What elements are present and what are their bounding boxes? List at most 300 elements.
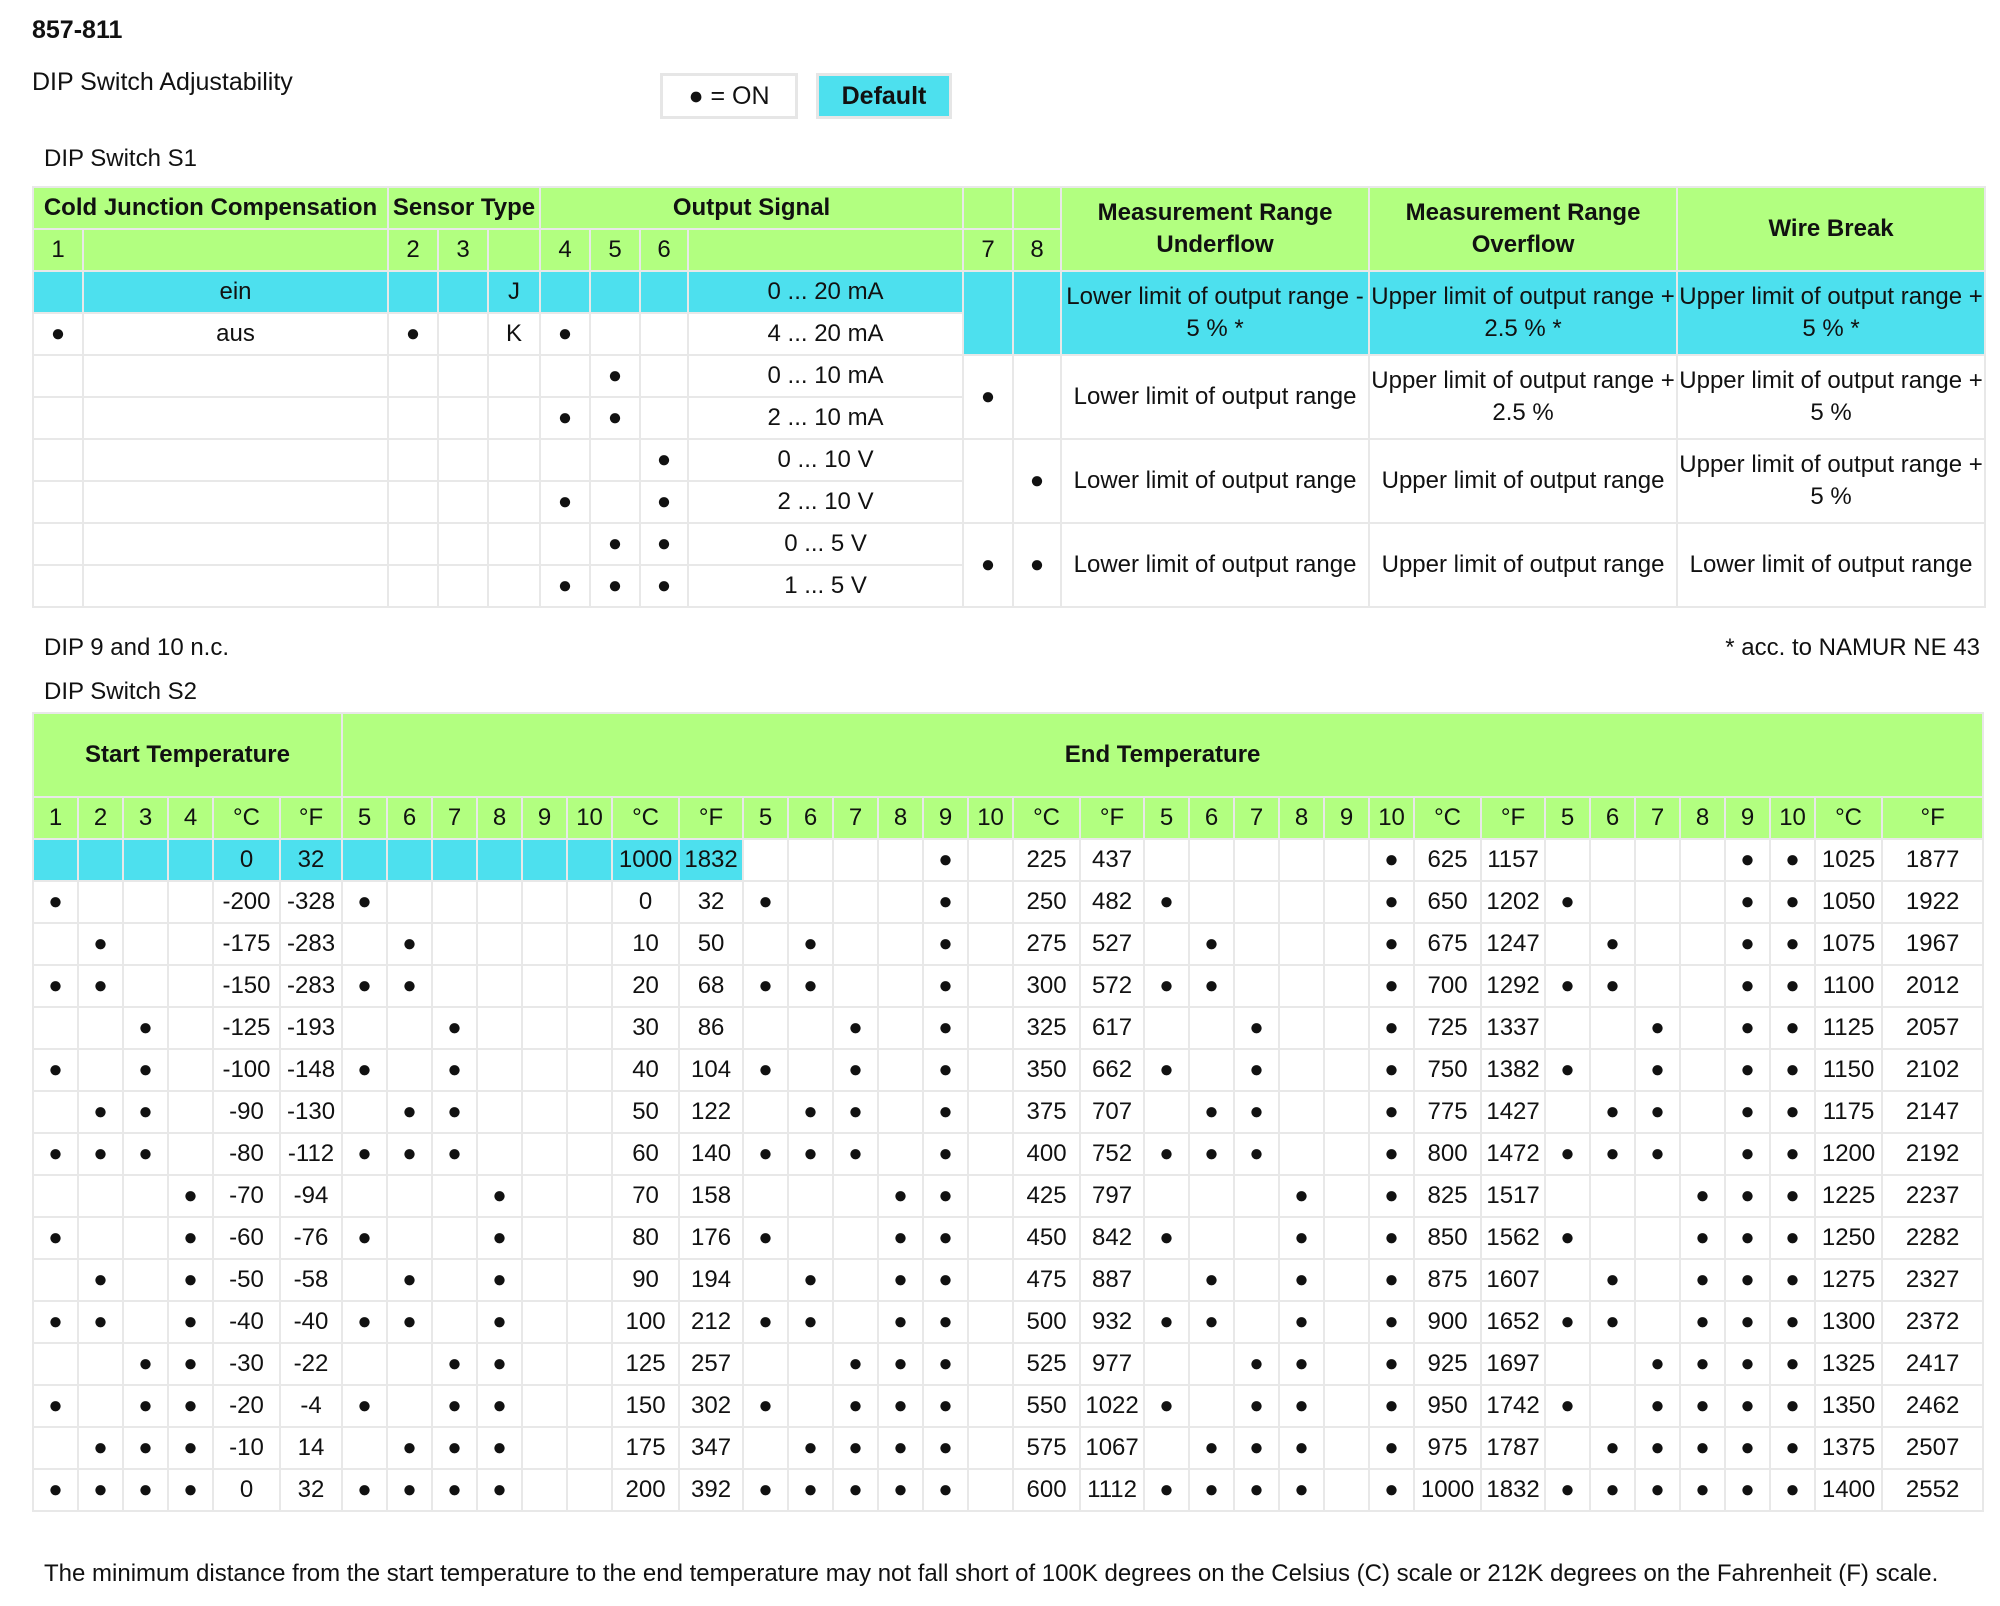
s2-end-bit: ● — [1770, 1427, 1815, 1469]
s2-end-bit — [1234, 1175, 1279, 1217]
s2-end-bit: ● — [1369, 1133, 1414, 1175]
s2-end-bit: ● — [477, 1217, 522, 1259]
s2-end-celsius: 1000 — [612, 839, 679, 881]
s2-end-bit — [1680, 1007, 1725, 1049]
s2-end-col: °C — [1013, 797, 1080, 839]
s1-cell-overflow: Upper limit of output range + 2.5 % — [1369, 355, 1677, 439]
s2-start-bit — [168, 965, 213, 1007]
s2-end-bit: ● — [1279, 1301, 1324, 1343]
s1-cell-c6 — [640, 313, 688, 355]
s2-end-bit — [833, 1175, 878, 1217]
s1-cell-sensor — [488, 481, 540, 523]
s2-start-celsius: -70 — [213, 1175, 280, 1217]
s2-start-bit: ● — [123, 1091, 168, 1133]
s2-end-bit: ● — [1590, 1091, 1635, 1133]
s2-end-bit: ● — [1144, 965, 1189, 1007]
s2-end-bit — [567, 1091, 612, 1133]
s2-end-bit: ● — [1279, 1343, 1324, 1385]
s2-end-bit: ● — [1680, 1301, 1725, 1343]
s2-end-bit: ● — [432, 1133, 477, 1175]
s2-end-bit — [567, 1175, 612, 1217]
s2-end-bit: ● — [1234, 1469, 1279, 1511]
s2-end-bit — [788, 1217, 833, 1259]
s2-end-bit — [968, 1175, 1013, 1217]
s1-cell-c5: ● — [590, 397, 640, 439]
s1-cell-c2 — [388, 523, 438, 565]
s2-end-bit — [968, 965, 1013, 1007]
s2-end-celsius: 325 — [1013, 1007, 1080, 1049]
s2-end-bit: ● — [1369, 1007, 1414, 1049]
s2-end-col: 6 — [788, 797, 833, 839]
s2-start-fahrenheit: -22 — [280, 1343, 342, 1385]
s2-end-fahrenheit: 194 — [679, 1259, 743, 1301]
s2-end-bit — [968, 1343, 1013, 1385]
s2-start-fahrenheit: -76 — [280, 1217, 342, 1259]
s2-end-bit: ● — [1279, 1175, 1324, 1217]
s2-end-bit: ● — [923, 1091, 968, 1133]
s2-end-fahrenheit: 302 — [679, 1385, 743, 1427]
s2-end-fahrenheit: 842 — [1080, 1217, 1144, 1259]
s2-end-celsius: 600 — [1013, 1469, 1080, 1511]
s2-end-bit: ● — [1725, 1343, 1770, 1385]
s2-end-celsius: 350 — [1013, 1049, 1080, 1091]
s2-end-bit: ● — [1545, 1217, 1590, 1259]
s2-end-bit: ● — [342, 1301, 387, 1343]
s2-end-bit: ● — [1369, 839, 1414, 881]
s1-cell-c3 — [438, 271, 488, 313]
s2-start-bit — [78, 1343, 123, 1385]
s2-end-bit: ● — [1590, 1133, 1635, 1175]
s1-cell-c4: ● — [540, 481, 590, 523]
s2-end-bit: ● — [833, 1469, 878, 1511]
s2-end-bit — [567, 839, 612, 881]
s2-end-bit: ● — [833, 1049, 878, 1091]
s2-end-bit: ● — [1770, 1343, 1815, 1385]
s2-end-bit — [1590, 1385, 1635, 1427]
s2-end-fahrenheit: 2192 — [1882, 1133, 1983, 1175]
s2-end-bit — [1234, 881, 1279, 923]
s1-cell-c2: ● — [388, 313, 438, 355]
s2-start-bit — [168, 881, 213, 923]
s2-end-bit — [1189, 1385, 1234, 1427]
s2-end-bit: ● — [432, 1007, 477, 1049]
s2-end-bit: ● — [432, 1343, 477, 1385]
s1-cell-c5: ● — [590, 355, 640, 397]
s2-end-fahrenheit: 1112 — [1080, 1469, 1144, 1511]
s2-end-fahrenheit: 1427 — [1481, 1091, 1545, 1133]
s2-end-bit — [567, 1469, 612, 1511]
s2-end-bit — [1590, 839, 1635, 881]
s2-end-celsius: 225 — [1013, 839, 1080, 881]
s2-end-bit: ● — [387, 923, 432, 965]
s2-end-celsius: 475 — [1013, 1259, 1080, 1301]
s2-end-bit — [968, 1133, 1013, 1175]
s2-start-fahrenheit: -130 — [280, 1091, 342, 1133]
s1-cell-c1 — [33, 565, 83, 607]
s2-end-celsius: 1100 — [1815, 965, 1882, 1007]
s2-end-celsius: 850 — [1414, 1217, 1481, 1259]
s2-end-bit — [387, 881, 432, 923]
s2-end-fahrenheit: 1067 — [1080, 1427, 1144, 1469]
s1-cell-s8: ● — [1013, 523, 1061, 607]
s2-start-fahrenheit: -4 — [280, 1385, 342, 1427]
s1-cell-overflow: Upper limit of output range — [1369, 523, 1677, 607]
s2-end-bit: ● — [788, 1301, 833, 1343]
s2-end-bit: ● — [1635, 1049, 1680, 1091]
s2-end-bit — [833, 1301, 878, 1343]
s2-start-col: 3 — [123, 797, 168, 839]
s2-end-bit — [432, 1217, 477, 1259]
s2-end-col: 10 — [1369, 797, 1414, 839]
s2-end-bit — [1590, 881, 1635, 923]
s2-end-bit — [1324, 1259, 1369, 1301]
s1-cell-c4 — [540, 271, 590, 313]
s2-end-bit — [342, 839, 387, 881]
s2-end-bit: ● — [1545, 1385, 1590, 1427]
s2-end-bit: ● — [432, 1091, 477, 1133]
s2-end-bit — [743, 1091, 788, 1133]
s2-end-fahrenheit: 977 — [1080, 1343, 1144, 1385]
s2-end-bit — [1144, 839, 1189, 881]
s2-end-celsius: 1250 — [1815, 1217, 1882, 1259]
s1-title: DIP Switch S1 — [44, 145, 197, 172]
s2-end-celsius: 375 — [1013, 1091, 1080, 1133]
s2-end-bit — [1635, 1217, 1680, 1259]
s2-end-celsius: 725 — [1414, 1007, 1481, 1049]
s2-end-bit — [968, 881, 1013, 923]
s1-switch-number: 8 — [1013, 229, 1061, 271]
s2-start-bit — [33, 1007, 78, 1049]
s2-start-col: °F — [280, 797, 342, 839]
s2-start-bit — [123, 1301, 168, 1343]
s2-end-celsius: 700 — [1414, 965, 1481, 1007]
s2-row — [33, 923, 1983, 965]
s2-start-bit — [168, 839, 213, 881]
s2-end-bit — [743, 839, 788, 881]
s2-end-celsius: 200 — [612, 1469, 679, 1511]
s2-end-bit: ● — [833, 1343, 878, 1385]
s2-end-bit — [1680, 1049, 1725, 1091]
s2-start-bit — [33, 1343, 78, 1385]
s2-end-bit — [1324, 1007, 1369, 1049]
s2-start-bit: ● — [123, 1469, 168, 1511]
s2-end-bit: ● — [1590, 923, 1635, 965]
s2-start-col: 1 — [33, 797, 78, 839]
s1-cell-output: 0 ... 5 V — [688, 523, 963, 565]
s2-end-bit: ● — [878, 1259, 923, 1301]
s2-end-bit: ● — [1725, 1007, 1770, 1049]
s2-end-bit — [567, 1049, 612, 1091]
s2-end-bit — [1635, 1301, 1680, 1343]
s2-start-bit: ● — [168, 1217, 213, 1259]
s2-end-celsius: 1350 — [1815, 1385, 1882, 1427]
s2-end-fahrenheit: 158 — [679, 1175, 743, 1217]
s2-start-bit: ● — [78, 1469, 123, 1511]
s2-end-bit: ● — [743, 1301, 788, 1343]
s2-end-bit — [1635, 881, 1680, 923]
s2-end-bit — [1680, 1091, 1725, 1133]
s2-start-bit — [168, 1091, 213, 1133]
s2-start-celsius: -10 — [213, 1427, 280, 1469]
s2-end-celsius: 60 — [612, 1133, 679, 1175]
s2-end-bit: ● — [1189, 1091, 1234, 1133]
s1-header-sensor: Sensor Type — [388, 187, 540, 229]
s2-end-bit — [1234, 839, 1279, 881]
s2-start-bit — [33, 839, 78, 881]
s2-end-bit — [788, 839, 833, 881]
s2-end-bit: ● — [1279, 1385, 1324, 1427]
s2-end-bit: ● — [788, 1427, 833, 1469]
s2-end-bit — [833, 839, 878, 881]
s2-end-fahrenheit: 392 — [679, 1469, 743, 1511]
s2-end-bit: ● — [1680, 1217, 1725, 1259]
s2-end-bit — [788, 1385, 833, 1427]
s2-end-bit: ● — [1635, 1343, 1680, 1385]
s2-end-fahrenheit: 1877 — [1882, 839, 1983, 881]
s2-end-bit — [1545, 1427, 1590, 1469]
s2-start-celsius: 0 — [213, 1469, 280, 1511]
s2-end-fahrenheit: 797 — [1080, 1175, 1144, 1217]
s2-end-fahrenheit: 1562 — [1481, 1217, 1545, 1259]
s2-end-bit — [1189, 1175, 1234, 1217]
s2-end-col: °C — [612, 797, 679, 839]
s2-end-celsius: 1300 — [1815, 1301, 1882, 1343]
s2-end-celsius: 775 — [1414, 1091, 1481, 1133]
s2-end-celsius: 30 — [612, 1007, 679, 1049]
s2-end-bit — [522, 1091, 567, 1133]
s2-end-bit: ● — [1725, 1091, 1770, 1133]
s2-end-fahrenheit: 1742 — [1481, 1385, 1545, 1427]
s1-cell-c2 — [388, 355, 438, 397]
s2-end-celsius: 0 — [612, 881, 679, 923]
s2-end-bit: ● — [1770, 1469, 1815, 1511]
s2-end-celsius: 1175 — [1815, 1091, 1882, 1133]
s2-end-bit — [1234, 1301, 1279, 1343]
s2-end-celsius: 125 — [612, 1343, 679, 1385]
s2-end-bit: ● — [1680, 1385, 1725, 1427]
s2-end-bit: ● — [743, 1217, 788, 1259]
s2-end-bit — [1590, 1175, 1635, 1217]
s2-end-bit: ● — [743, 1469, 788, 1511]
s2-start-fahrenheit: -94 — [280, 1175, 342, 1217]
s2-start-celsius: -100 — [213, 1049, 280, 1091]
s2-start-bit — [78, 1049, 123, 1091]
s2-end-bit: ● — [1770, 1133, 1815, 1175]
s2-end-bit: ● — [387, 1091, 432, 1133]
s2-end-bit: ● — [1144, 1469, 1189, 1511]
s2-end-bit: ● — [387, 1301, 432, 1343]
s2-end-celsius: 1025 — [1815, 839, 1882, 881]
s2-end-bit — [1189, 1007, 1234, 1049]
dip-switch-s2-table — [32, 712, 1984, 1512]
s2-row — [33, 1091, 1983, 1133]
s2-end-col: °F — [679, 797, 743, 839]
s2-end-bit — [878, 923, 923, 965]
s2-end-celsius: 400 — [1013, 1133, 1080, 1175]
s2-start-bit: ● — [33, 1301, 78, 1343]
s2-end-bit — [432, 1175, 477, 1217]
s2-end-fahrenheit: 1337 — [1481, 1007, 1545, 1049]
s2-end-bit: ● — [1770, 1175, 1815, 1217]
s2-start-bit: ● — [33, 1049, 78, 1091]
s2-end-bit — [1545, 839, 1590, 881]
s1-cell-output: 2 ... 10 V — [688, 481, 963, 523]
s1-row — [33, 271, 1985, 313]
s2-end-bit: ● — [432, 1049, 477, 1091]
s2-end-bit: ● — [1144, 1301, 1189, 1343]
s2-end-bit: ● — [743, 1049, 788, 1091]
s2-end-fahrenheit: 707 — [1080, 1091, 1144, 1133]
s2-end-bit: ● — [1234, 1007, 1279, 1049]
s2-end-bit: ● — [1189, 1133, 1234, 1175]
s2-end-bit — [1279, 1133, 1324, 1175]
s2-end-bit — [432, 1259, 477, 1301]
s1-cell-s7: ● — [963, 355, 1013, 439]
s2-end-bit — [1279, 839, 1324, 881]
s2-end-bit: ● — [1369, 1175, 1414, 1217]
s1-cell-output: 0 ... 20 mA — [688, 271, 963, 313]
s1-header-underflow: Measurement Range Underflow — [1061, 187, 1369, 271]
s2-end-fahrenheit: 2237 — [1882, 1175, 1983, 1217]
s2-end-bit — [567, 1259, 612, 1301]
s2-end-bit: ● — [1770, 1385, 1815, 1427]
s2-end-bit — [1279, 1091, 1324, 1133]
s2-end-bit — [1324, 1133, 1369, 1175]
s2-end-bit: ● — [923, 839, 968, 881]
s2-end-bit: ● — [1279, 1259, 1324, 1301]
s2-end-bit: ● — [1545, 1301, 1590, 1343]
s2-start-bit: ● — [168, 1259, 213, 1301]
s1-cell-c6: ● — [640, 481, 688, 523]
s2-end-bit: ● — [1725, 1385, 1770, 1427]
s2-end-bit — [968, 1049, 1013, 1091]
s2-end-bit — [1189, 1343, 1234, 1385]
s2-end-celsius: 575 — [1013, 1427, 1080, 1469]
s2-end-bit: ● — [1590, 1427, 1635, 1469]
s2-end-bit — [1279, 923, 1324, 965]
s2-end-celsius: 70 — [612, 1175, 679, 1217]
s2-end-bit: ● — [1189, 1427, 1234, 1469]
s1-switch-number: 1 — [33, 229, 83, 271]
s2-end-bit: ● — [387, 1259, 432, 1301]
s2-end-bit — [1234, 965, 1279, 1007]
s2-end-bit — [968, 1259, 1013, 1301]
s2-row — [33, 1049, 1983, 1091]
s2-end-bit: ● — [743, 1133, 788, 1175]
s2-end-celsius: 750 — [1414, 1049, 1481, 1091]
s2-table-body — [33, 713, 1983, 1511]
s2-end-col: °F — [1080, 797, 1144, 839]
s2-start-bit — [168, 1133, 213, 1175]
s2-end-celsius: 1200 — [1815, 1133, 1882, 1175]
s1-cell-s7: ● — [963, 523, 1013, 607]
s2-start-bit: ● — [33, 965, 78, 1007]
s2-title: DIP Switch S2 — [44, 678, 197, 705]
s2-start-bit: ● — [123, 1133, 168, 1175]
s2-end-bit: ● — [1770, 1259, 1815, 1301]
s2-end-celsius: 900 — [1414, 1301, 1481, 1343]
s2-end-bit: ● — [878, 1343, 923, 1385]
s2-end-bit — [387, 839, 432, 881]
s2-end-bit: ● — [878, 1301, 923, 1343]
s2-end-bit: ● — [923, 881, 968, 923]
s2-start-bit: ● — [78, 923, 123, 965]
s2-end-bit: ● — [878, 1469, 923, 1511]
s2-end-bit: ● — [923, 1427, 968, 1469]
s2-end-bit — [342, 1343, 387, 1385]
s2-end-bit — [1324, 1343, 1369, 1385]
s2-end-bit: ● — [833, 1385, 878, 1427]
s2-end-bit — [1680, 923, 1725, 965]
s2-end-fahrenheit: 617 — [1080, 1007, 1144, 1049]
s2-start-fahrenheit: -328 — [280, 881, 342, 923]
s2-start-bit — [33, 1427, 78, 1469]
s2-end-fahrenheit: 482 — [1080, 881, 1144, 923]
s2-end-celsius: 825 — [1414, 1175, 1481, 1217]
s2-end-bit — [1680, 881, 1725, 923]
s2-end-bit — [968, 1091, 1013, 1133]
s2-end-fahrenheit: 932 — [1080, 1301, 1144, 1343]
s2-end-fahrenheit: 1922 — [1882, 881, 1983, 923]
s2-end-bit: ● — [1725, 1469, 1770, 1511]
s2-end-bit: ● — [1545, 1469, 1590, 1511]
s2-end-bit — [968, 1385, 1013, 1427]
s2-end-bit — [522, 1175, 567, 1217]
s2-end-bit — [387, 1343, 432, 1385]
s2-end-col: 6 — [1590, 797, 1635, 839]
s1-switch-number: 3 — [438, 229, 488, 271]
s1-cell-c5 — [590, 439, 640, 481]
s1-cell-c6 — [640, 271, 688, 313]
s2-end-celsius: 1075 — [1815, 923, 1882, 965]
s2-end-fahrenheit: 2012 — [1882, 965, 1983, 1007]
s2-header-start: Start Temperature — [33, 713, 342, 797]
s1-row — [33, 439, 1985, 481]
s2-end-celsius: 10 — [612, 923, 679, 965]
s2-start-bit: ● — [168, 1427, 213, 1469]
s2-end-bit: ● — [477, 1385, 522, 1427]
s2-end-bit — [522, 1469, 567, 1511]
s2-end-bit — [522, 1385, 567, 1427]
s2-end-bit — [432, 965, 477, 1007]
s2-start-bit: ● — [78, 965, 123, 1007]
s2-end-bit: ● — [833, 1007, 878, 1049]
s2-start-bit — [78, 1217, 123, 1259]
s2-end-bit — [522, 1427, 567, 1469]
s2-end-bit: ● — [1770, 1217, 1815, 1259]
s2-end-celsius: 925 — [1414, 1343, 1481, 1385]
s2-start-bit: ● — [168, 1301, 213, 1343]
s2-end-bit: ● — [387, 1133, 432, 1175]
s2-end-bit: ● — [923, 1175, 968, 1217]
s1-cell-c6 — [640, 397, 688, 439]
s2-end-bit — [833, 923, 878, 965]
s2-row — [33, 1133, 1983, 1175]
s2-end-bit — [788, 1175, 833, 1217]
s1-cell-wire-break: Upper limit of output range + 5 % * — [1677, 271, 1985, 355]
s2-end-bit — [968, 1427, 1013, 1469]
s2-start-fahrenheit: -283 — [280, 923, 342, 965]
s2-end-bit: ● — [432, 1469, 477, 1511]
s2-end-fahrenheit: 1832 — [1481, 1469, 1545, 1511]
s2-start-fahrenheit: -148 — [280, 1049, 342, 1091]
s2-end-bit: ● — [1680, 1427, 1725, 1469]
s2-end-fahrenheit: 2507 — [1882, 1427, 1983, 1469]
s2-row — [33, 839, 1983, 881]
s2-end-fahrenheit: 212 — [679, 1301, 743, 1343]
s2-end-bit — [743, 1175, 788, 1217]
s2-end-bit: ● — [1635, 1091, 1680, 1133]
